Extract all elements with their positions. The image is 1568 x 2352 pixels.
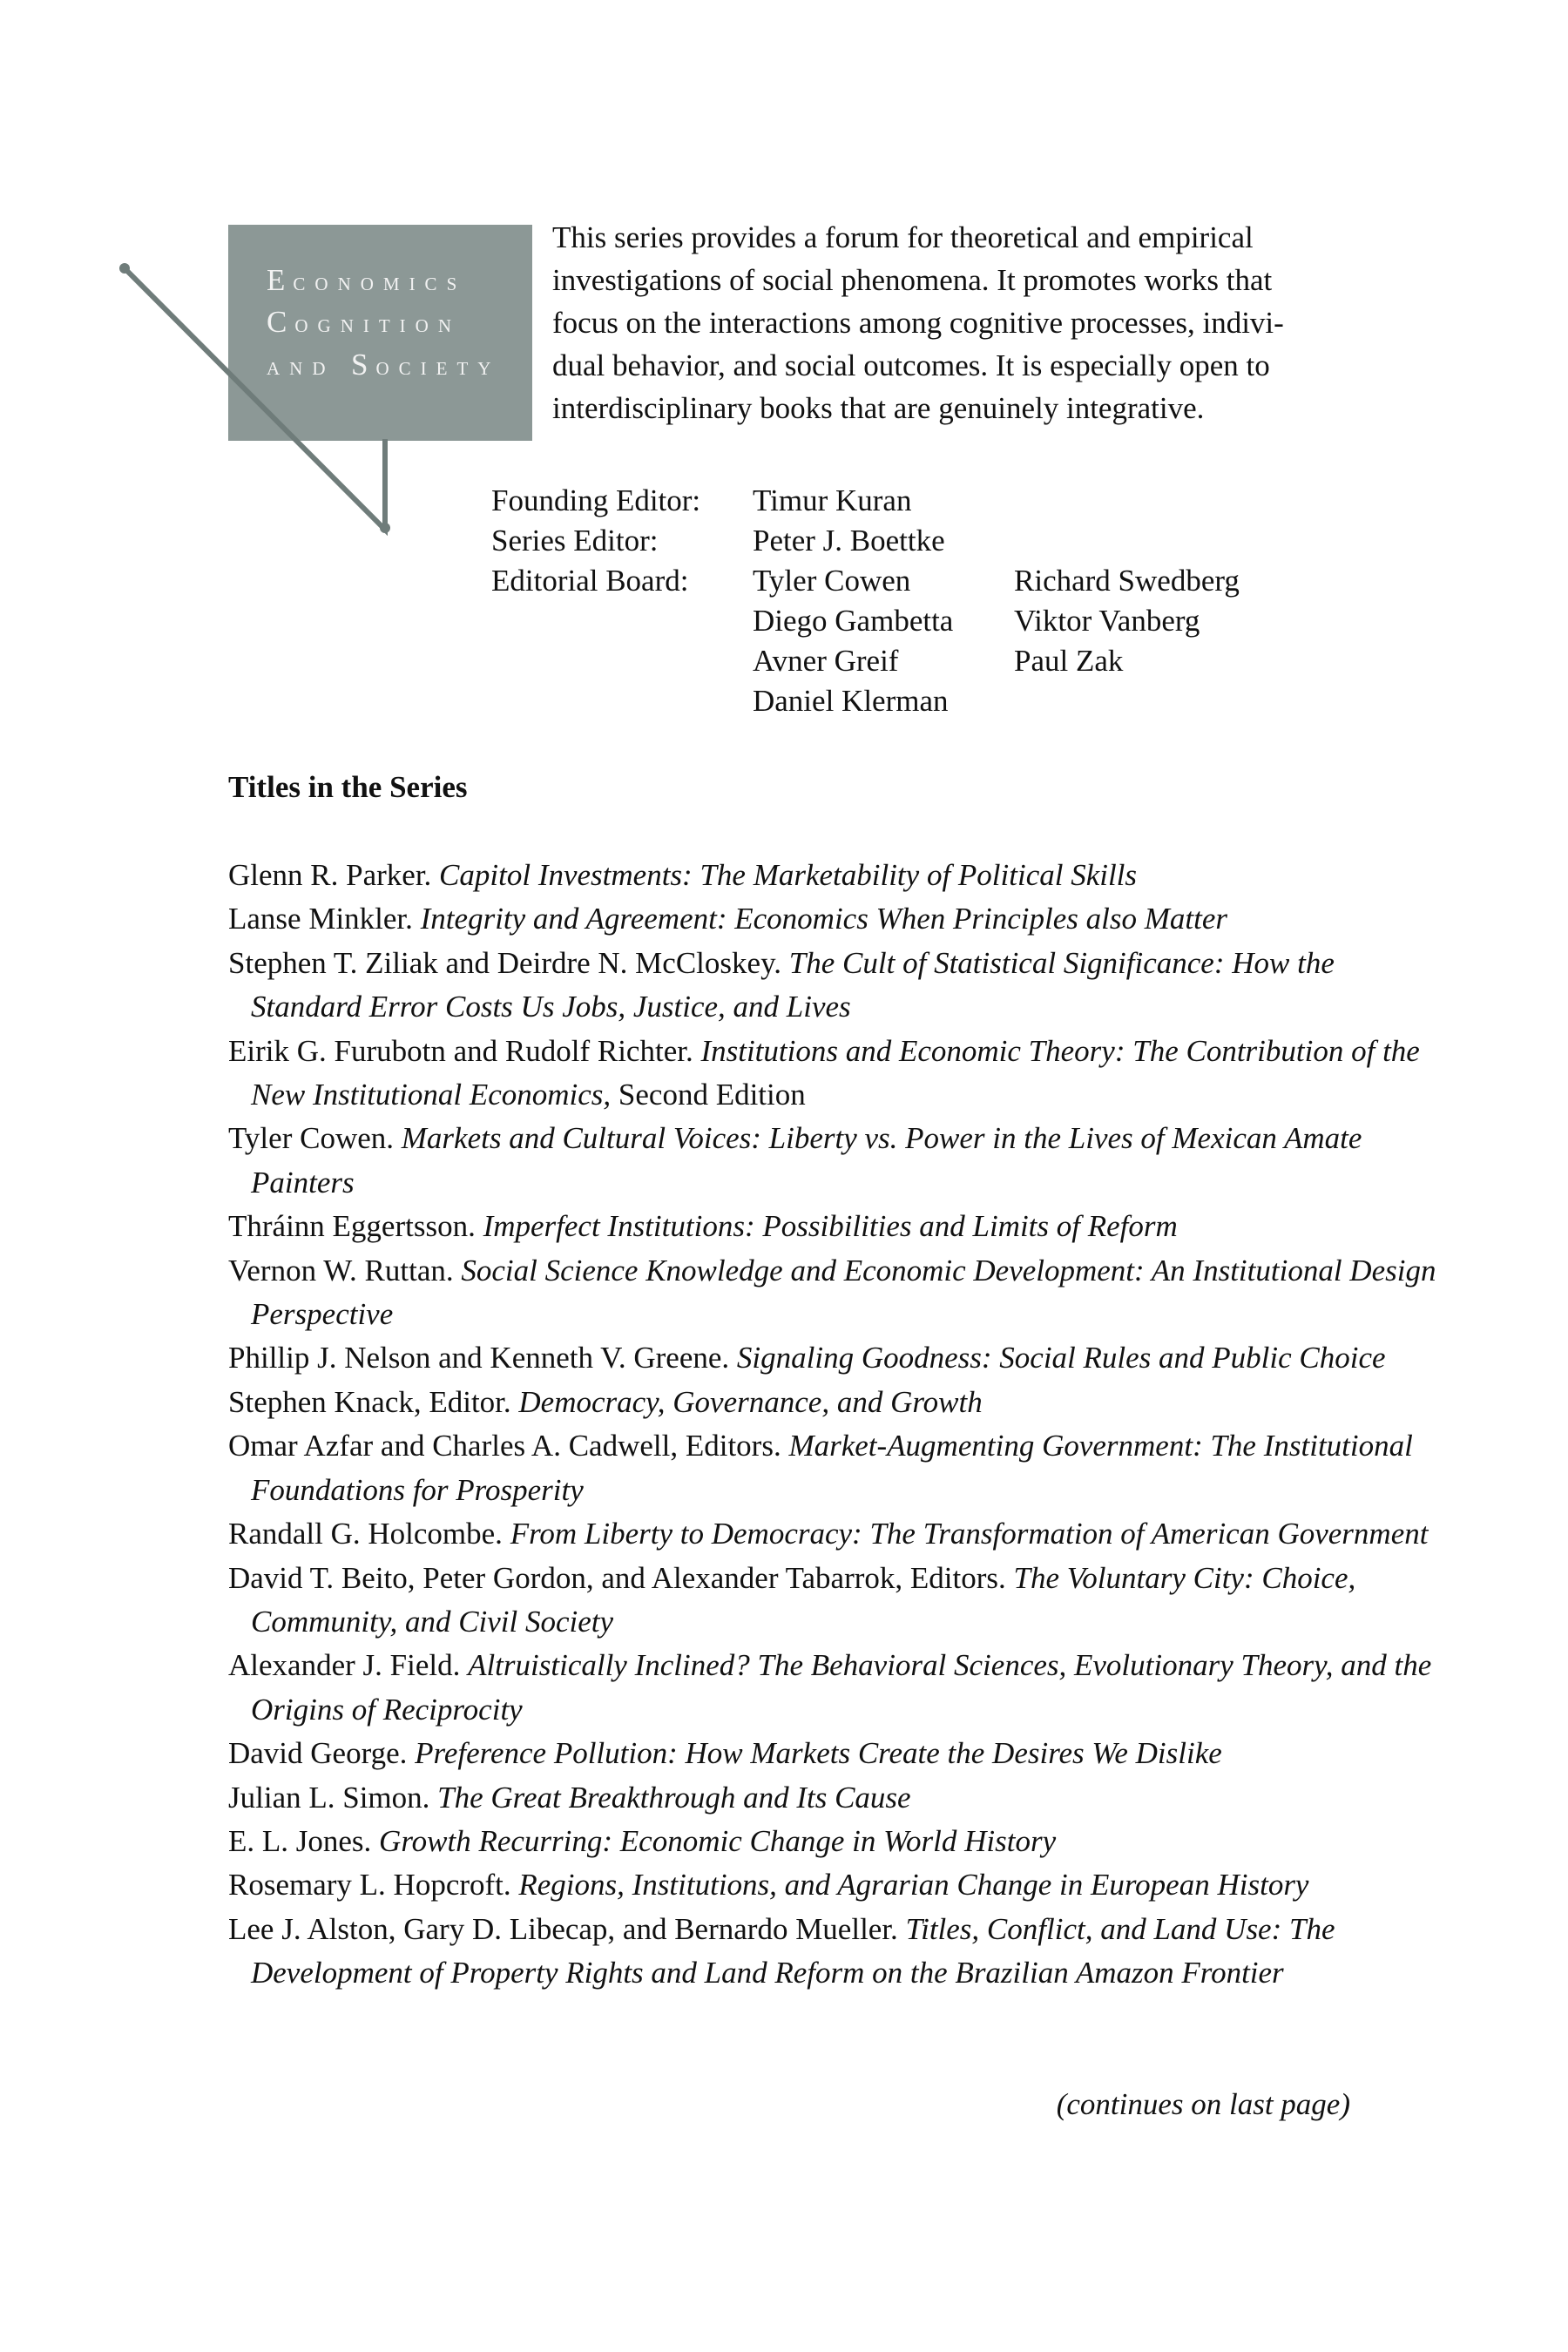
description-line: interdisciplinary books that are genuinely integrative. (552, 391, 1205, 425)
board-member: Timur Kuran (753, 483, 912, 517)
entry-author: Glenn R. Parker. (228, 858, 432, 892)
list-item (228, 1512, 1448, 1556)
logo-line-society: and Society (267, 348, 501, 382)
logo-dot-left (119, 263, 130, 274)
entry-suffix: Second Edition (618, 1078, 806, 1112)
list-item (228, 1030, 1448, 1118)
series-description (552, 216, 1371, 429)
board-member: Tyler Cowen (753, 564, 911, 598)
entry-title: The Cult of Statistical Significance: How the Standard Error Costs Us Jobs, Justice, and Lives (251, 945, 1335, 1024)
entry-title: Democracy, Governance, and Growth (518, 1384, 983, 1419)
entry-title: Regions, Institutions, and Agrarian Change in European History (518, 1868, 1309, 1903)
entry-title: Integrity and Agreement: Economics When Principles also Matter (420, 902, 1227, 936)
list-item (228, 1908, 1448, 1996)
list-item (228, 1732, 1448, 1775)
series-logo (0, 0, 540, 540)
titles-list (228, 854, 1448, 1996)
board-member: Daniel Klerman (753, 684, 949, 718)
entry-author: Phillip J. Nelson and Kenneth V. Greene. (228, 1341, 730, 1375)
list-item (228, 942, 1448, 1030)
entry-author: Lee J. Alston, Gary D. Libecap, and Bernardo Mueller. (228, 1911, 898, 1946)
list-item (228, 1644, 1448, 1732)
board-role: Founding Editor: (491, 483, 701, 517)
entry-author: Vernon W. Ruttan. (228, 1253, 454, 1288)
entry-author: Omar Azfar and Charles A. Cadwell, Editors. (228, 1429, 781, 1463)
entry-author: David T. Beito, Peter Gordon, and Alexander Tabarrok, Editors. (228, 1560, 1006, 1595)
board-member: Diego Gambetta (753, 604, 954, 638)
entry-title: The Voluntary City: Choice, Community, and Civil Society (251, 1560, 1356, 1639)
description-line: focus on the interactions among cognitive processes, indivi- (552, 306, 1284, 340)
list-item (228, 1424, 1448, 1512)
entry-title: Preference Pollution: How Markets Create the Desires We Dislike (415, 1736, 1222, 1771)
board-member: Avner Greif (753, 644, 899, 678)
list-item (228, 897, 1448, 941)
list-item (228, 1249, 1448, 1337)
entry-author: Stephen T. Ziliak and Deirdre N. McCloskey. (228, 945, 782, 980)
entry-title: Market-Augmenting Government: The Institutional Foundations for Prosperity (251, 1429, 1413, 1507)
board-member: Peter J. Boettke (753, 524, 945, 558)
entry-author: E. L. Jones. (228, 1823, 372, 1858)
description-line: investigations of social phenomena. It promotes works that (552, 263, 1273, 297)
list-item (228, 1117, 1448, 1205)
entry-title: Growth Recurring: Economic Change in World History (379, 1823, 1057, 1858)
entry-title: Titles, Conflict, and Land Use: The Development of Property Rights and Land Reform on the Brazilian Amazon Frontier (251, 1911, 1335, 1990)
entry-author: Rosemary L. Hopcroft. (228, 1868, 511, 1903)
logo-line-economics: Economics (267, 263, 467, 297)
entry-title: Capitol Investments: The Marketability of Political Skills (439, 858, 1138, 892)
entry-author: Thráinn Eggertsson. (228, 1209, 476, 1244)
list-item (228, 1776, 1448, 1820)
entry-title: Altruistically Inclined? The Behavioral Sciences, Evolutionary Theory, and the Origins of Reciprocity (251, 1648, 1432, 1727)
entry-author: Stephen Knack, Editor. (228, 1384, 511, 1419)
entry-title: The Great Breakthrough and Its Cause (437, 1780, 911, 1815)
entry-author: Eirik G. Furubotn and Rudolf Richter. (228, 1033, 693, 1068)
description-line: This series provides a forum for theoretical and empirical (552, 220, 1254, 254)
list-item (228, 1205, 1448, 1248)
description-line: dual behavior, and social outcomes. It is especially open to (552, 348, 1270, 382)
entry-author: Lanse Minkler. (228, 902, 413, 936)
entry-title: Markets and Cultural Voices: Liberty vs. Power in the Lives of Mexican Amate Painters (251, 1121, 1362, 1200)
entry-author: David George. (228, 1736, 408, 1771)
logo-dot-bottom (380, 523, 390, 533)
entry-title: Institutions and Economic Theory: The Contribution of the New Institutional Economics, (251, 1033, 1420, 1112)
entry-title: Imperfect Institutions: Possibilities and Limits of Reform (483, 1209, 1178, 1244)
continues-note: (continues on last page) (1056, 2087, 1350, 2121)
list-item (228, 1336, 1448, 1380)
list-item (228, 1820, 1448, 1863)
logo-line-cognition: Cognition (267, 305, 462, 339)
entry-author: Julian L. Simon. (228, 1780, 430, 1815)
board-role: Editorial Board: (491, 564, 689, 598)
list-item (228, 1863, 1448, 1907)
board-member: Viktor Vanberg (1014, 604, 1200, 638)
titles-heading: Titles in the Series (228, 770, 468, 804)
entry-title: Social Science Knowledge and Economic Development: An Institutional Design Perspective (251, 1253, 1436, 1332)
entry-author: Tyler Cowen. (228, 1121, 395, 1156)
entry-author: Alexander J. Field. (228, 1648, 461, 1683)
entry-title: Signaling Goodness: Social Rules and Public Choice (736, 1341, 1386, 1375)
board-role: Series Editor: (491, 524, 659, 558)
list-item (228, 1557, 1448, 1645)
entry-author: Randall G. Holcombe. (228, 1517, 503, 1551)
entry-title: From Liberty to Democracy: The Transformation of American Government (510, 1517, 1429, 1551)
board-member: Richard Swedberg (1014, 564, 1240, 598)
list-item (228, 854, 1448, 897)
list-item (228, 1381, 1448, 1424)
board-member: Paul Zak (1014, 644, 1124, 678)
